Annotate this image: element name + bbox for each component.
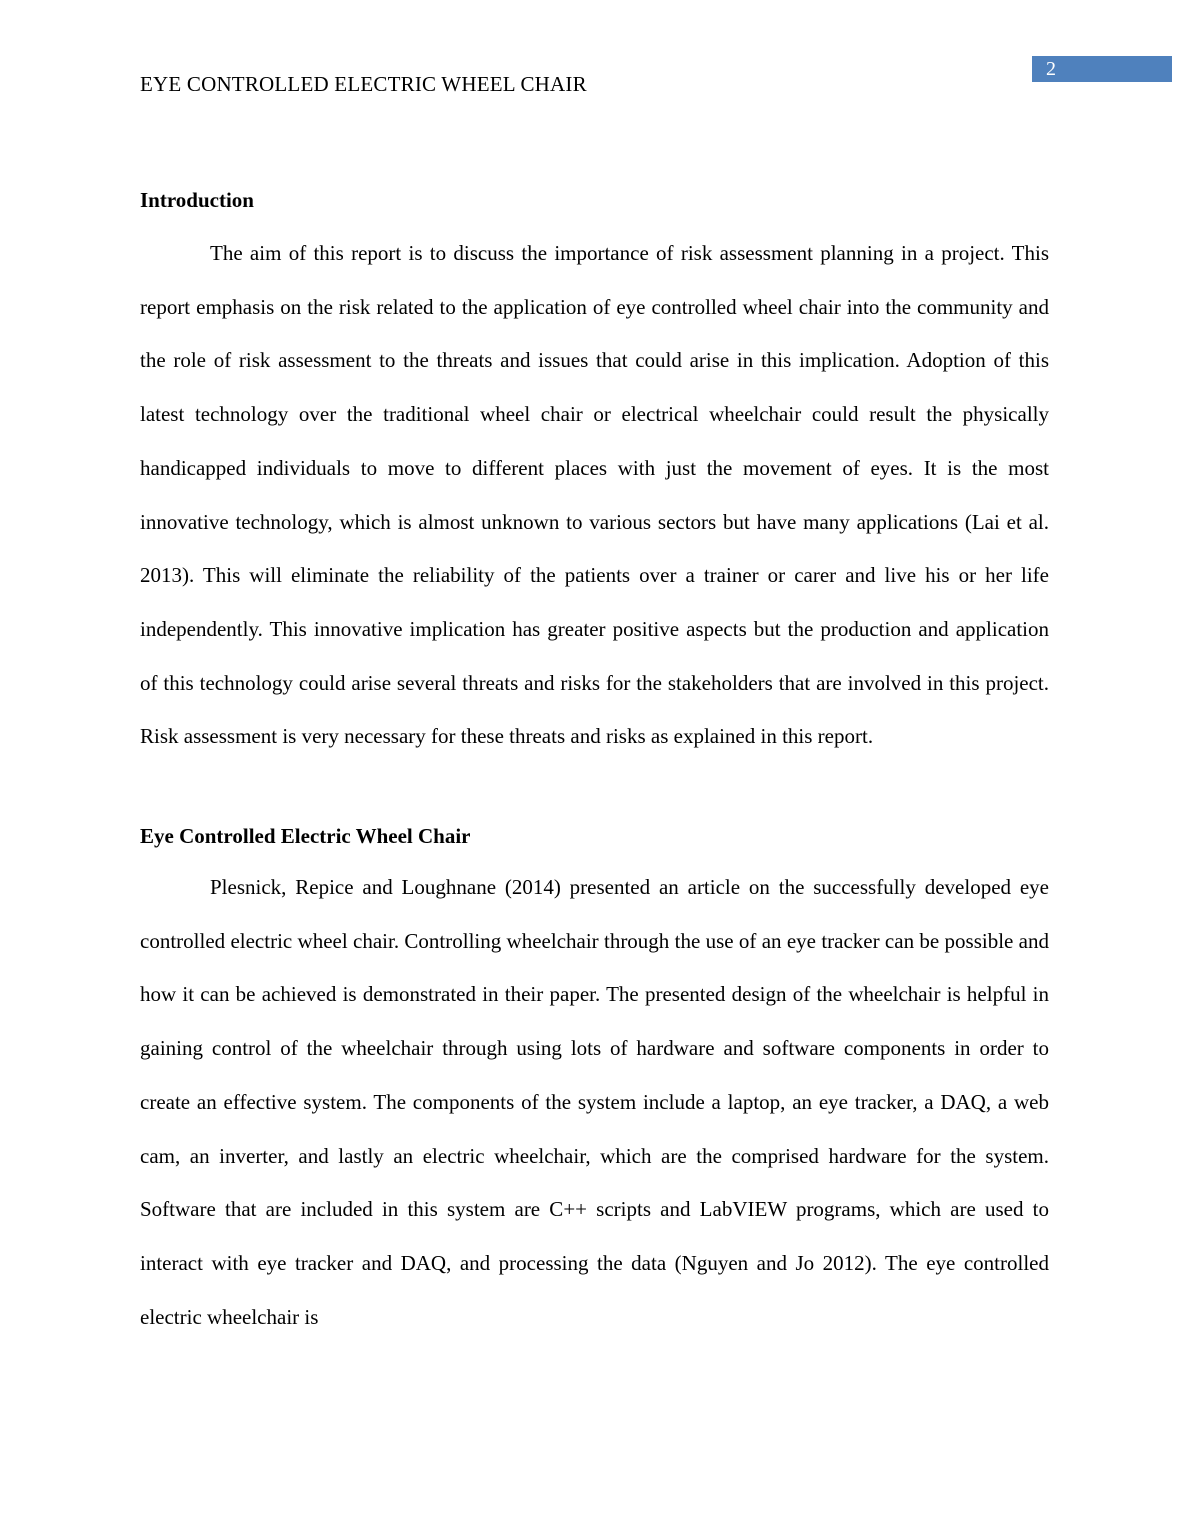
section-heading-eye-controlled-wheelchair: Eye Controlled Electric Wheel Chair	[140, 824, 471, 849]
document-body	[140, 182, 1049, 1344]
page-number: 2	[1046, 58, 1056, 80]
running-header: EYE CONTROLLED ELECTRIC WHEEL CHAIR	[140, 72, 587, 96]
section-paragraph-eye-controlled-wheelchair: Plesnick, Repice and Loughnane (2014) presented an article on the successfully developed eye controlled electric wheel chair. Controlling wheelchair through the use of an eye tracker can be possible and how it can be achieved is demonstrated in their paper. The presented design of the wheelchair is helpful in gaining control of the wheelchair through using lots of hardware and software components in order to create an effective system. The components of the system include a laptop, an eye tracker, a DAQ, a web cam, an inverter, and lastly an electric wheelchair, which are the comprised hardware for the system. Software that are included in this system are C++ scripts and LabVIEW programs, which are used to interact with eye tracker and DAQ, and processing the data (Nguyen and Jo 2012). The eye controlled electric wheelchair is	[140, 875, 1049, 1329]
page-number-box	[1032, 56, 1172, 82]
section-heading-introduction: Introduction	[140, 188, 254, 212]
section-paragraph-introduction: The aim of this report is to discuss the importance of risk assessment planning in a project. This report emphasis on the risk related to the application of eye controlled wheel chair into the community and the role of risk assessment to the threats and issues that could arise in this implication. Adoption of this latest technology over the traditional wheel chair or electrical wheelchair could result the physically handicapped individuals to move to different places with just the movement of eyes. It is the most innovative technology, which is almost unknown to various sectors but have many applications (Lai et al. 2013). This will eliminate the reliability of the patients over a trainer or carer and live his or her life independently. This innovative implication has greater positive aspects but the production and application of this technology could arise several threats and risks for the stakeholders that are involved in this project. Risk assessment is very necessary for these threats and risks as explained in this report.	[140, 241, 1049, 749]
